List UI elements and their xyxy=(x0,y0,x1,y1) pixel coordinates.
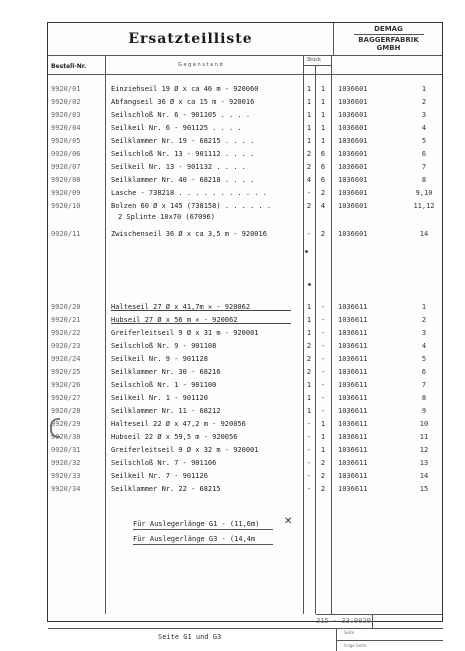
sheet-title: Ersatzteilliste xyxy=(128,31,253,47)
footer-mid-line xyxy=(336,640,443,641)
header-divider xyxy=(48,55,442,56)
table-row xyxy=(48,446,442,458)
row-qty-a: 1 xyxy=(306,303,312,311)
row-ref: 1036611 xyxy=(338,381,368,389)
table-row xyxy=(48,355,442,367)
row-desc: Seilkeil Nr. 1 - 901120 xyxy=(111,394,208,402)
row-ref: 1036611 xyxy=(338,342,368,350)
table-row xyxy=(48,342,442,354)
row-ref: 1036601 xyxy=(338,176,368,184)
row-pos: 5 xyxy=(421,355,427,363)
row-desc: Lasche - 738218 . . . . . . . . . . . xyxy=(111,189,267,197)
row-pos: 14 xyxy=(419,230,429,238)
table-row xyxy=(48,150,442,162)
row-desc: Halteseil 27 Ø x 41,7m ✕ - 920062 xyxy=(111,303,251,311)
row-ref: 1036611 xyxy=(338,472,368,480)
row-qty-a: 2 xyxy=(306,368,312,376)
row-qty-b: 1 xyxy=(320,446,326,454)
column-header-divider xyxy=(48,74,442,75)
row-qty-b: 6 xyxy=(320,150,326,158)
row-qty-a: 2 xyxy=(306,163,312,171)
row-qty-b: 1 xyxy=(320,85,326,93)
row-ref: 1036611 xyxy=(338,303,368,311)
strike-through-line xyxy=(111,323,291,324)
row-pos: 3 xyxy=(421,111,427,119)
table-row xyxy=(48,163,442,175)
table-row xyxy=(48,202,442,214)
row-pos: 9,10 xyxy=(415,189,433,197)
row-desc: Seilschloß Nr. 1 - 901100 xyxy=(111,381,217,389)
strike-through-line xyxy=(111,310,291,311)
footer-sheet-label: Seite G1 und G3 xyxy=(158,633,222,641)
row-qty-a: 1 xyxy=(306,98,312,106)
ink-dot xyxy=(305,250,308,253)
row-qty-b: 1 xyxy=(320,124,326,132)
row-qty-b: 1 xyxy=(320,111,326,119)
row-qty-b: 1 xyxy=(320,137,326,145)
table-row xyxy=(48,124,442,136)
table-row xyxy=(48,407,442,419)
qty-subheader-line xyxy=(303,65,331,66)
table-row xyxy=(48,230,442,242)
table-row xyxy=(48,85,442,97)
row-desc: Seilschloß Nr. 9 - 901108 xyxy=(111,342,217,350)
row-desc: Seilkeil Nr. 13 - 901132 . . . . xyxy=(111,163,246,171)
row-qty-a: 4 xyxy=(306,176,312,184)
row-qty-b: 2 xyxy=(320,472,326,480)
row-ref: 1036611 xyxy=(338,355,368,363)
row-qty-a: 2 xyxy=(306,342,312,350)
row-qty-b: - xyxy=(320,342,326,350)
table-row xyxy=(48,176,442,188)
x-mark-icon: ✕ xyxy=(284,516,293,527)
row-qty-b: 1 xyxy=(320,433,326,441)
table-row xyxy=(48,329,442,341)
ink-dot xyxy=(308,283,311,286)
row-qty-b: - xyxy=(320,316,326,324)
row-pos: 7 xyxy=(421,163,427,171)
row-qty-a: - xyxy=(306,420,312,428)
row-desc: Einziehseil 19 Ø x ca 46 m - 920060 xyxy=(111,85,259,93)
brand-line-3: GMBH xyxy=(376,44,401,52)
row-desc: Seilklammer Nr. 19 - 68215 . . . . xyxy=(111,137,255,145)
row-ref: 1036611 xyxy=(338,394,368,402)
row-desc: Seilklammer Nr. 40 - 68218 . . . . xyxy=(111,176,255,184)
row-qty-b: - xyxy=(320,368,326,376)
row-qty-a: 2 xyxy=(306,150,312,158)
row-qty-a: 1 xyxy=(306,381,312,389)
row-desc: Bolzen 60 Ø x 145 (738158) . . . . . . xyxy=(111,202,272,210)
row-qty-a: 1 xyxy=(306,316,312,324)
row-pos: 6 xyxy=(421,150,427,158)
table-row xyxy=(48,111,442,123)
row-qty-b: - xyxy=(320,394,326,402)
row-pos: 1 xyxy=(421,85,427,93)
row-id: 9920/31 xyxy=(51,446,81,454)
row-qty-a: 1 xyxy=(306,394,312,402)
row-id: 9920/29 xyxy=(51,420,81,428)
row-pos: 3 xyxy=(421,329,427,337)
row-pos: 15 xyxy=(419,485,429,493)
row-qty-a: 1 xyxy=(306,407,312,415)
row-pos: 11 xyxy=(419,433,429,441)
row-qty-a: - xyxy=(306,189,312,197)
row-qty-a: 1 xyxy=(306,111,312,119)
table-row xyxy=(48,98,442,110)
row-pos: 4 xyxy=(421,342,427,350)
table-row xyxy=(48,472,442,484)
brand-line-1: DEMAG xyxy=(374,25,403,33)
row-qty-b: - xyxy=(320,381,326,389)
row-qty-a: 2 xyxy=(306,355,312,363)
row-desc: Seilkeil Nr. 9 - 901128 xyxy=(111,355,208,363)
row-pos: 6 xyxy=(421,368,427,376)
row-ref: 1036601 xyxy=(338,202,368,210)
table-row xyxy=(48,368,442,380)
row-qty-b: 6 xyxy=(320,163,326,171)
table-row xyxy=(48,303,442,315)
row-qty-b: 6 xyxy=(320,176,326,184)
row-ref: 1036611 xyxy=(338,368,368,376)
row-desc: Seilschloß Nr. 13 - 901112 . . . . xyxy=(111,150,255,158)
row-id: 9920/02 xyxy=(51,98,81,106)
row-ref: 1036601 xyxy=(338,189,368,197)
row-ref: 1036611 xyxy=(338,446,368,454)
row-ref: 1036601 xyxy=(338,124,368,132)
row-pos: 8 xyxy=(421,176,427,184)
row-ref: 1036601 xyxy=(338,85,368,93)
row-id: 9920/24 xyxy=(51,355,81,363)
row-id: 9920/25 xyxy=(51,368,81,376)
row-id: 9920/07 xyxy=(51,163,81,171)
row-qty-a: 1 xyxy=(306,124,312,132)
row-qty-a: - xyxy=(306,459,312,467)
row-qty-b: - xyxy=(320,407,326,415)
row-desc: Greiferleitseil 9 Ø x 31 m - 920001 xyxy=(111,329,259,337)
row-id: 9920/11 xyxy=(51,230,81,238)
table-row xyxy=(48,189,442,201)
row-qty-b: - xyxy=(320,329,326,337)
row-id: 9920/09 xyxy=(51,189,81,197)
row-ref: 1036611 xyxy=(338,407,368,415)
row-desc: Abfangseil 36 Ø x ca 15 m - 920016 xyxy=(111,98,255,106)
row-ref: 1036601 xyxy=(338,137,368,145)
row-ref: 1036611 xyxy=(338,420,368,428)
footer-underline xyxy=(133,529,273,530)
row-pos: 7 xyxy=(421,381,427,389)
row-pos: 9 xyxy=(421,407,427,415)
row-qty-a: 1 xyxy=(306,329,312,337)
footer-note-g1: Für Auslegerlänge G1 - (11,6m) xyxy=(133,520,260,528)
row-desc: Seilschloß Nr. 7 - 901106 xyxy=(111,459,217,467)
row-ref: 1036601 xyxy=(338,230,368,238)
row-ref: 1036611 xyxy=(338,459,368,467)
row-qty-a: 1 xyxy=(306,137,312,145)
row-qty-a: - xyxy=(306,472,312,480)
row-pos: 8 xyxy=(421,394,427,402)
table-row xyxy=(48,433,442,445)
table-row xyxy=(48,394,442,406)
col-header-gegenstand: G e g e n s t a n d xyxy=(178,62,223,68)
row-id: 9920/33 xyxy=(51,472,81,480)
row-pos: 12 xyxy=(419,446,429,454)
row-desc: Halteseil 22 Ø x 47,2 m - 920056 xyxy=(111,420,246,428)
table-row xyxy=(48,381,442,393)
row-qty-b: 2 xyxy=(320,459,326,467)
row-pos: 2 xyxy=(421,98,427,106)
row-id: 9920/06 xyxy=(51,150,81,158)
brand-line-2: BAGGERFABRIK xyxy=(358,36,419,44)
row-id: 9920/26 xyxy=(51,381,81,389)
row-qty-a: 2 xyxy=(306,202,312,210)
row-ref: 1036601 xyxy=(338,111,368,119)
row-desc: Hubseil 22 Ø x 59,5 m - 920056 xyxy=(111,433,238,441)
row-qty-a: - xyxy=(306,446,312,454)
footer-underline xyxy=(133,544,273,545)
row-desc: Seilklammer Nr. 22 - 68215 xyxy=(111,485,221,493)
table-row xyxy=(48,459,442,471)
row-ref: 1036611 xyxy=(338,433,368,441)
row-desc: Seilklammer Nr. 11 - 68212 xyxy=(111,407,221,415)
row-pos: 4 xyxy=(421,124,427,132)
row-pos: 13 xyxy=(419,459,429,467)
row-desc: Seilkeil Nr. 7 - 901126 xyxy=(111,472,208,480)
row-qty-b: 1 xyxy=(320,98,326,106)
parts-list-sheet xyxy=(47,22,443,648)
row-desc: Seilschloß Nr. 6 - 901105 . . . . xyxy=(111,111,251,119)
row-id: 9920/22 xyxy=(51,329,81,337)
row-id: 9920/04 xyxy=(51,124,81,132)
brand-rule xyxy=(354,34,424,35)
row-id: 9920/01 xyxy=(51,85,81,93)
row-pos: 11,12 xyxy=(413,202,435,210)
document-number-box xyxy=(316,614,443,628)
row-ref: 1036601 xyxy=(338,98,368,106)
document-number: 315 - 33.9920 xyxy=(316,617,371,625)
footer-folge-label: Folge-Seite xyxy=(344,643,367,648)
col-header-bestell: Bestell-Nr. xyxy=(51,63,87,70)
row-id: 9920/32 xyxy=(51,459,81,467)
footer-seite-label: Seite xyxy=(344,630,355,635)
row-desc: Hubseil 27 Ø x 56 m ✕ - 920062 xyxy=(111,316,238,324)
row-ref: 1036611 xyxy=(338,329,368,337)
row-desc: Seilklammer Nr. 30 - 68216 xyxy=(111,368,221,376)
row-pos: 2 xyxy=(421,316,427,324)
docnum-divider xyxy=(372,615,373,628)
row-desc-continuation: 2 Splinte 10x70 (67096) xyxy=(118,213,215,221)
row-id: 9920/08 xyxy=(51,176,81,184)
row-id: 9920/30 xyxy=(51,433,81,441)
row-pos: 5 xyxy=(421,137,427,145)
brand-divider xyxy=(333,23,334,55)
row-qty-a: - xyxy=(306,433,312,441)
row-desc: Zwischenseil 36 Ø x ca 3,5 m - 920016 xyxy=(111,230,267,238)
table-row xyxy=(48,137,442,149)
row-qty-b: - xyxy=(320,303,326,311)
row-id: 9920/27 xyxy=(51,394,81,402)
row-id: 9920/28 xyxy=(51,407,81,415)
row-id: 9920/20 xyxy=(51,303,81,311)
row-pos: 1 xyxy=(421,303,427,311)
row-id: 9920/03 xyxy=(51,111,81,119)
row-ref: 1036601 xyxy=(338,163,368,171)
col-header-stueck: Stück xyxy=(307,57,321,63)
row-pos: 14 xyxy=(419,472,429,480)
row-desc: Seilkeil Nr. 6 - 901125 . . . . xyxy=(111,124,242,132)
row-id: 9920/34 xyxy=(51,485,81,493)
row-ref: 1036611 xyxy=(338,485,368,493)
table-row xyxy=(48,420,442,432)
row-qty-b: 2 xyxy=(320,189,326,197)
row-id: 9920/23 xyxy=(51,342,81,350)
row-id: 9920/05 xyxy=(51,137,81,145)
row-qty-b: 2 xyxy=(320,485,326,493)
brand-block xyxy=(334,25,443,55)
footer-note-g3: Für Auslegerlänge G3 - (14,4m xyxy=(133,535,256,543)
row-pos: 10 xyxy=(419,420,429,428)
row-qty-b: - xyxy=(320,355,326,363)
table-row xyxy=(48,316,442,328)
row-qty-a: 1 xyxy=(306,85,312,93)
row-qty-b: 4 xyxy=(320,202,326,210)
row-id: 9920/10 xyxy=(51,202,81,210)
row-qty-a: - xyxy=(306,485,312,493)
row-id: 9920/21 xyxy=(51,316,81,324)
row-ref: 1036611 xyxy=(338,316,368,324)
row-ref: 1036601 xyxy=(338,150,368,158)
row-qty-b: 1 xyxy=(320,420,326,428)
row-desc: Greiferleitseil 9 Ø x 32 m - 920001 xyxy=(111,446,259,454)
row-qty-a: - xyxy=(306,230,312,238)
row-qty-b: 2 xyxy=(320,230,326,238)
table-row xyxy=(48,485,442,497)
